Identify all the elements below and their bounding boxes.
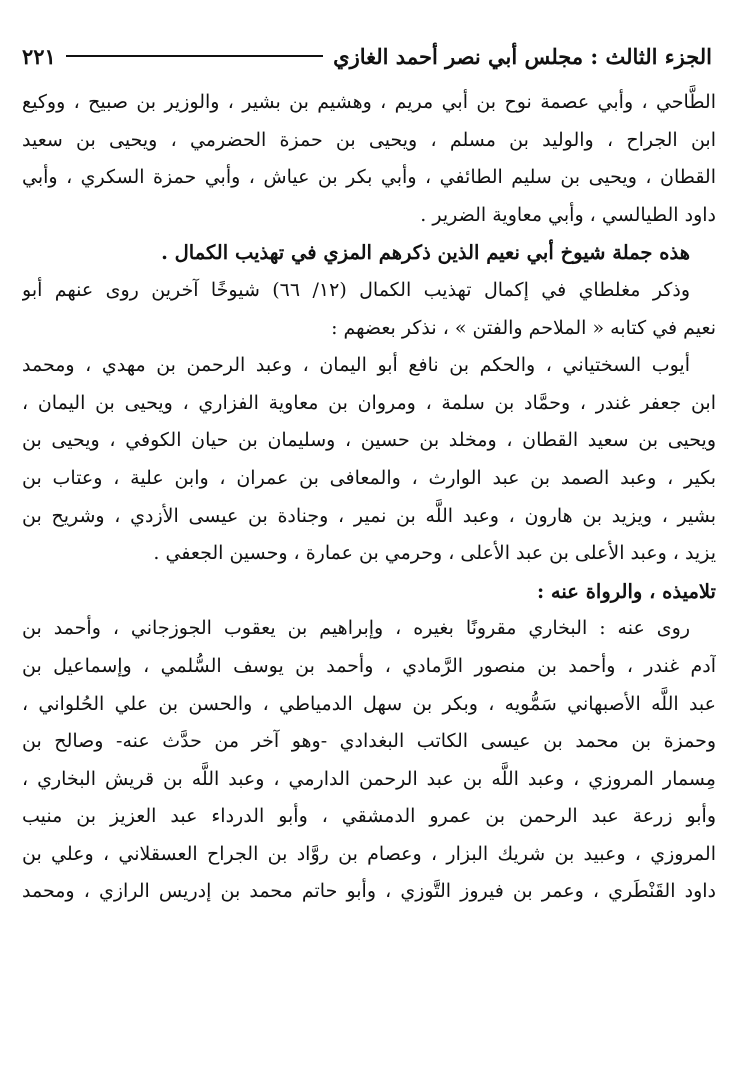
text-line: الطَّاحي ، وأبي عصمة نوح بن أبي مريم ، وهشيم بن بشير ، والوزير بن صبيح ، ووكيع (22, 91, 716, 113)
text-line: المروزي ، وعبيد بن شريك البزار ، وعصام بن روَّاد بن الجراح العسقلاني ، وعلي بن (22, 842, 716, 865)
text-line: أيوب السختياني ، والحكم بن نافع أبو اليمان ، وعبد الرحمن بن مهدي ، ومحمد (22, 354, 690, 377)
running-header (22, 38, 712, 74)
text-line: وأبو زرعة عبد الرحمن بن عمرو الدمشقي ، وأبو الدرداء عبد العزيز بن منيب (22, 805, 716, 828)
text-line: وحمزة بن محمد بن عيسى الكاتب البغدادي -وهو آخر من حدَّث عنه- وصالح بن (22, 730, 716, 753)
text-line: داود القَنْطَري ، وعمر بن فيروز التَّوزي ، وأبو حاتم محمد بن إدريس الرازي ، ومحمد (22, 880, 716, 903)
text-line: مِسمار المروزي ، وعبد اللَّه بن عبد الرحمن الدارمي ، وعبد اللَّه بن قريش البخاري ، (22, 767, 716, 790)
section-heading-students: تلاميذه ، والرواة عنه : (536, 579, 716, 603)
running-header-title: الجزء الثالث : مجلس أبي نصر أحمد الغازي (333, 43, 712, 69)
text-line: عبد اللَّه الأصبهاني سَمُّويه ، وبكر بن سهل الدمياطي ، والحسن بن علي الحُلواني ، (22, 692, 716, 715)
text-line: ويحيى بن سعيد القطان ، ومخلد بن حسين ، وسليمان بن حيان الكوفي ، ويحيى بن (22, 429, 716, 452)
text-line: القطان ، ويحيى بن سليم الطائفي ، وأبي بكر بن عياش ، وأبي حمزة السكري ، وأبي (22, 166, 716, 189)
text-line: داود الطيالسي ، وأبي معاوية الضرير . (420, 203, 716, 226)
text-line: وذكر مغلطاي في إكمال تهذيب الكمال (١٢/ ٦٦) شيوخًا آخرين روى عنهم أبو (22, 278, 690, 301)
text-line: بشير ، ويزيد بن هارون ، وعبد اللَّه بن نمير ، وجنادة بن عيسى الأزدي ، وشريح بن (22, 504, 716, 527)
text-line: روى عنه : البخاري مقرونًا بغيره ، وإبراهيم بن يعقوب الجوزجاني ، وأحمد بن (22, 617, 690, 640)
text-line: بكير ، وعبد الصمد بن عبد الوارث ، والمعافى بن عمران ، وابن علية ، وعتاب بن (22, 466, 716, 489)
text-line: ابن جعفر غندر ، وحمَّاد بن سلمة ، ومروان بن معاوية الفزاري ، ويحيى بن اليمان ، (22, 391, 716, 414)
text-line: ابن الجراح ، والوليد بن مسلم ، ويحيى بن حمزة الحضرمي ، ويحيى بن سعيد (22, 128, 716, 151)
section-heading-sheikhs: هذه جملة شيوخ أبي نعيم الذين ذكرهم المزي في تهذيب الكمال . (161, 241, 690, 265)
page-number: ٢٢١ (22, 43, 56, 69)
body-text (22, 84, 716, 1059)
text-line: نعيم في كتابه « الملاحم والفتن » ، نذكر بعضهم : (331, 316, 716, 339)
text-line: يزيد ، وعبد الأعلى بن عبد الأعلى ، وحرمي بن عمارة ، وحسين الجعفي . (153, 542, 716, 565)
text-line: آدم غندر ، وأحمد بن منصور الرَّمادي ، وأحمد بن يوسف السُّلمي ، وإسماعيل بن (22, 654, 716, 677)
header-rule (66, 55, 323, 57)
